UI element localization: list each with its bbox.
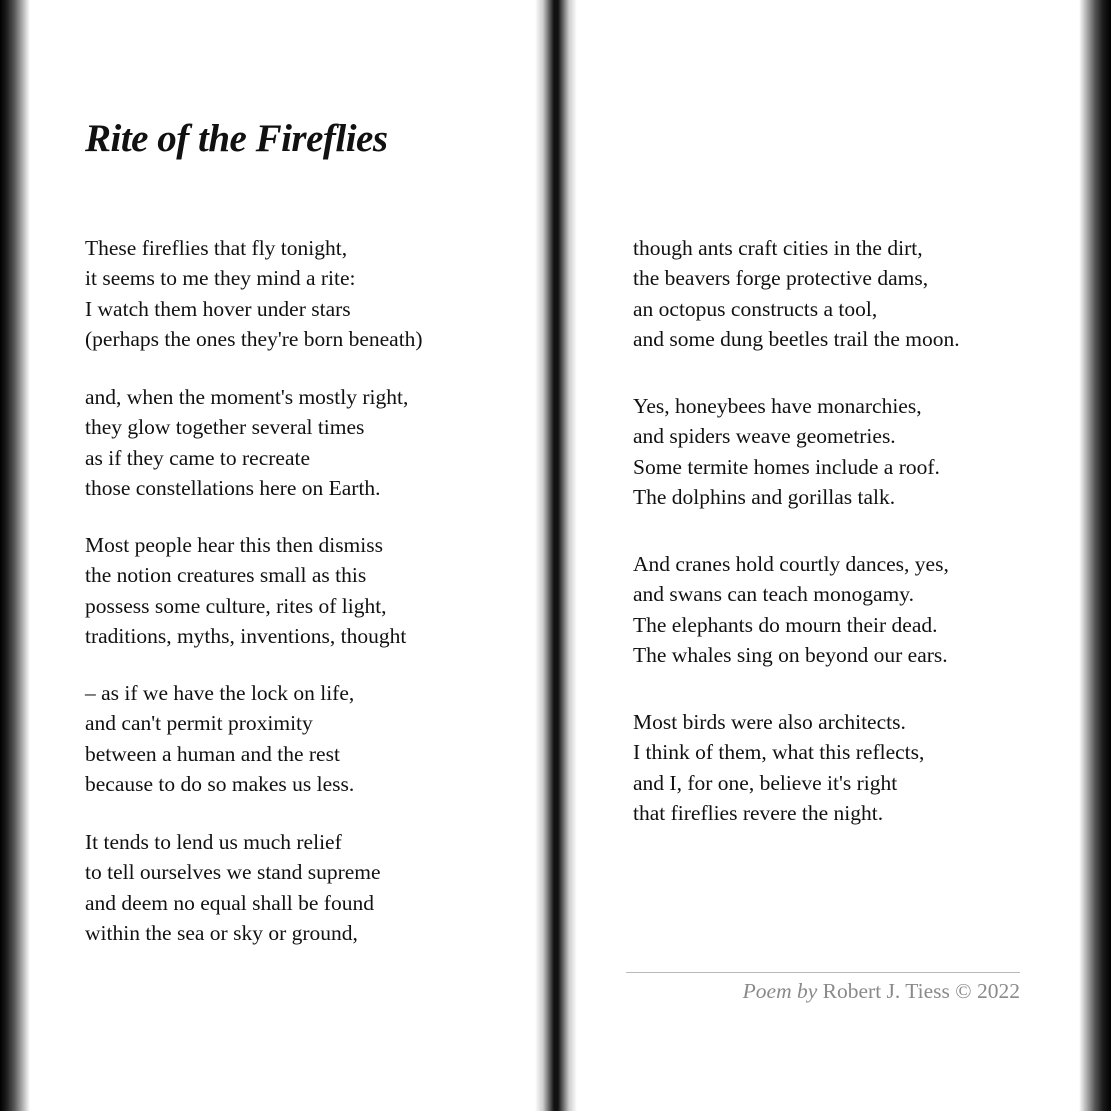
poem-line: between a human and the rest [85,741,340,766]
poem-line: and can't permit proximity [85,711,313,736]
poem-credit [743,979,1020,1004]
credit-author: Robert J. Tiess [822,979,950,1003]
poem-line: The elephants do mourn their dead. [633,612,938,637]
credit-copyright: © 2022 [955,979,1020,1003]
poem-line: traditions, myths, inventions, thought [85,623,407,648]
stanza [633,549,949,670]
poem-line: And cranes hold courtly dances, yes, [633,552,949,576]
poem-line: The dolphins and gorillas talk. [633,484,896,509]
poem-line: I watch them hover under stars [85,296,351,321]
poem-line: Most birds were also architects. [633,710,906,734]
poem-line: they glow together several times [85,415,365,440]
poem-title: Rite of the Fireflies [85,117,388,160]
poem-line: Most people hear this then dismiss [85,533,383,557]
poem-line: and I, for one, believe it's right [633,770,898,795]
poem-line: the notion creatures small as this [85,563,367,588]
stanza [85,382,408,503]
poem-line: to tell ourselves we stand supreme [85,860,381,885]
poem-line: – as if we have the lock on life, [85,681,355,705]
poem-line: and spiders weave geometries. [633,424,896,449]
poem-line: an octopus constructs a tool, [633,296,878,321]
stanza [85,827,381,948]
page-gutter-shadow [535,0,577,1111]
credit-divider [626,972,1020,973]
poem-line: that fireflies revere the night. [633,800,884,825]
poem-line: because to do so makes us less. [85,771,355,796]
poem-line: those constellations here on Earth. [85,475,381,500]
poem-line: though ants craft cities in the dirt, [633,236,923,260]
stanza [85,678,354,799]
page-edge-shadow-right [1079,0,1111,1111]
poem-line: (perhaps the ones they're born beneath) [85,326,423,351]
poem-line: Yes, honeybees have monarchies, [633,394,922,418]
poem-line: and, when the moment's mostly right, [85,385,409,409]
poem-line: as if they came to recreate [85,445,311,470]
stanza [85,530,406,651]
poem-line: and some dung beetles trail the moon. [633,326,960,351]
stanza [633,707,924,828]
poem-line: possess some culture, rites of light, [85,593,387,618]
poem-line: within the sea or sky or ground, [85,920,358,945]
poem-line: it seems to me they mind a rite: [85,266,356,291]
stanza [633,391,940,512]
poem-line: It tends to lend us much relief [85,830,342,854]
stanza [633,233,960,354]
page-edge-shadow-left [0,0,30,1111]
poem-line: and deem no equal shall be found [85,890,374,915]
credit-label: Poem by [742,979,818,1003]
poem-line: I think of them, what this reflects, [633,740,925,765]
poem-line: These fireflies that fly tonight, [85,236,348,260]
stanza [85,233,423,354]
poem-line: The whales sing on beyond our ears. [633,642,948,667]
poem-line: the beavers forge protective dams, [633,266,929,291]
poem-line: Some termite homes include a roof. [633,454,940,479]
poem-line: and swans can teach monogamy. [633,582,915,607]
